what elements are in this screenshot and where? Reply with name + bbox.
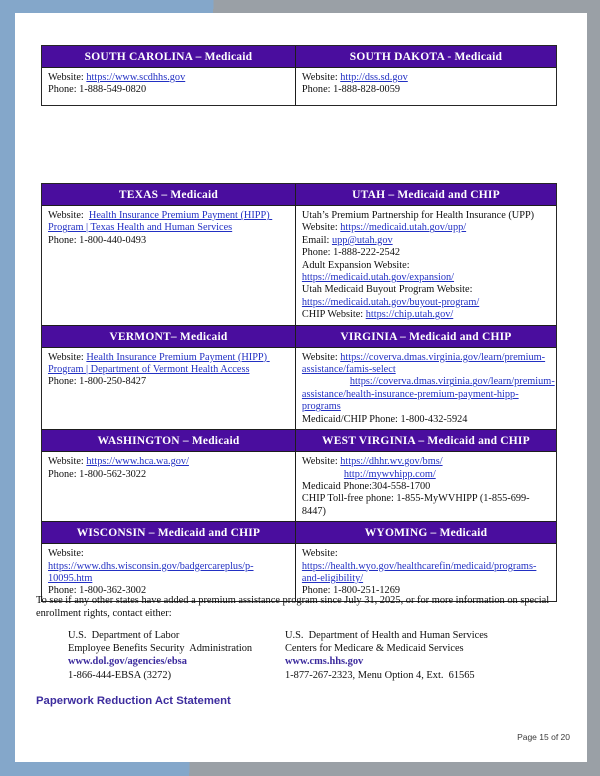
cell-line (302, 352, 555, 377)
text: Website: (301, 222, 341, 234)
state-cell (42, 348, 296, 429)
cell-line (302, 481, 550, 493)
text: Medicaid Phone:304-558-1700 (301, 480, 431, 492)
state-header: WISCONSIN – Medicaid and CHIP (42, 522, 296, 543)
table-header-row (42, 522, 556, 544)
text: Adult Expansion Website: (301, 259, 410, 271)
state-cell (42, 452, 296, 521)
table-body-row (42, 544, 556, 601)
link[interactable]: https://coverva.dmas.virginia.gov/learn/premium-assistance/famis-select (301, 351, 546, 376)
cell-line (302, 210, 550, 222)
link[interactable]: https://www.scdhhs.gov (86, 72, 186, 83)
cell-line (302, 235, 550, 247)
contact-hhs (285, 629, 575, 682)
text: CHIP Toll-free phone: 1-855-MyWVHIPP (1-855-699-8447) (301, 493, 530, 517)
note-paragraph: To see if any other states have added a premium assistance program since July 31, 2025, or for more information on special enrollment rights, contact either: (36, 595, 552, 619)
link[interactable]: https://medicaid.utah.gov/expansion/ (301, 272, 455, 284)
state-header: SOUTH CAROLINA – Medicaid (42, 46, 296, 67)
state-cell (296, 544, 556, 601)
text: Phone: 1-888-828-0059 (301, 84, 401, 96)
cell-line (48, 72, 289, 84)
contact-line: 1-866-444-EBSA (3272) (68, 669, 172, 681)
text: Phone: 1-888-222-2542 (301, 247, 401, 259)
document-page (15, 13, 587, 762)
link[interactable]: https://medicaid.utah.gov/buyout-program/ (301, 296, 480, 308)
state-cell (296, 452, 556, 521)
text: Website: (301, 72, 341, 83)
contact-line: 1-877-267-2323, Menu Option 4, Ext. 61565 (285, 669, 475, 681)
cell-line (302, 297, 550, 309)
link[interactable]: http://dss.sd.gov (340, 72, 408, 83)
link[interactable]: https://chip.utah.gov/ (365, 309, 454, 321)
cell-line (48, 561, 289, 586)
text: Phone: 1-800-562-3022 (48, 468, 147, 480)
contact-line: Centers for Medicare & Medicaid Services (285, 643, 464, 655)
cell-line (302, 260, 550, 272)
page-number: Page 15 of 20 (517, 732, 570, 742)
cell-line (302, 222, 550, 234)
cell-line (48, 469, 289, 481)
link[interactable]: https://medicaid.utah.gov/upp/ (340, 222, 467, 234)
state-header: SOUTH DAKOTA - Medicaid (349, 51, 503, 63)
text: CHIP Website: (301, 309, 366, 321)
table-body-row (42, 452, 556, 522)
cell-line (302, 247, 550, 259)
cell-line (48, 84, 289, 96)
text: Website: (301, 351, 341, 363)
text: Medicaid/CHIP Phone: 1-800-432-5924 (301, 413, 468, 425)
cell-line (48, 376, 289, 388)
cell-line (302, 272, 550, 284)
cell-line (48, 352, 289, 377)
table-header-row (42, 430, 556, 452)
state-table-sc-sd (41, 45, 557, 106)
text: Website: (301, 548, 338, 560)
cell-line (48, 548, 289, 560)
state-header: VERMONT– Medicaid (42, 326, 296, 347)
cell-line (302, 548, 550, 560)
text: Website: (48, 456, 87, 468)
link[interactable]: https://coverva.dmas.virginia.gov/learn/premium-assistance/health-insurance-premium-payment-hipp-programs (301, 376, 555, 413)
table-body-row (42, 348, 556, 430)
state-cell (296, 68, 556, 105)
state-cell (296, 206, 556, 325)
state-table-tx-wy (41, 183, 557, 602)
text: Website: (48, 210, 89, 221)
link[interactable]: https://www.hca.wa.gov/ (86, 456, 189, 468)
cell-line (302, 376, 555, 413)
link[interactable]: upp@utah.gov (331, 234, 393, 246)
text: Website: (48, 72, 87, 83)
state-header: WASHINGTON – Medicaid (42, 430, 296, 451)
contact-line: U.S. Department of Health and Human Services (285, 630, 488, 641)
cell-line (302, 309, 550, 321)
cell-line (302, 561, 550, 586)
text: Phone: 1-800-251-1269 (301, 585, 401, 597)
link[interactable]: Health Insurance Premium Payment (HIPP) Program | Texas Health and Human Services (48, 210, 273, 234)
text: Phone: 1-888-549-0820 (48, 84, 147, 96)
link[interactable]: Health Insurance Premium Payment (HIPP) Program | Department of Vermont Health Access (48, 351, 270, 376)
text: Website: (48, 548, 84, 560)
state-header: WEST VIRGINIA – Medicaid and CHIP (322, 435, 530, 448)
table-header-row (42, 46, 556, 68)
cell-line (302, 456, 550, 468)
contact-dol (68, 629, 283, 682)
paperwork-reduction-act-heading: Paperwork Reduction Act Statement (36, 695, 231, 707)
cell-line (302, 493, 550, 518)
table-body-row (42, 206, 556, 326)
cell-line (302, 84, 550, 96)
contact-line: U.S. Department of Labor (68, 630, 180, 641)
text: Email: (301, 234, 332, 246)
cell-line (48, 235, 289, 247)
dol-website-link[interactable]: www.dol.gov/agencies/ebsa (68, 656, 187, 668)
state-cell (42, 206, 296, 325)
state-cell (42, 544, 296, 601)
state-header: WYOMING – Medicaid (364, 527, 488, 540)
text: Website: (301, 456, 341, 468)
link[interactable]: https://health.wyo.gov/healthcarefin/medicaid/programs-and-eligibility/ (301, 560, 537, 584)
text: Utah’s Premium Partnership for Health Insurance (UPP) (301, 210, 535, 221)
state-header: VIRGINIA – Medicaid and CHIP (340, 330, 512, 343)
cell-line (302, 414, 555, 426)
text: Phone: 1-800-250-8427 (48, 376, 147, 388)
state-cell (42, 68, 296, 105)
cell-line (48, 210, 289, 235)
link[interactable]: https://dhhr.wv.gov/bms/ (340, 456, 443, 468)
state-cell (296, 348, 561, 429)
link[interactable]: http://mywvhipp.com/ (343, 468, 436, 480)
cms-website-link[interactable]: www.cms.hhs.gov (285, 656, 364, 668)
table-body-row (42, 68, 556, 105)
cell-line (302, 72, 550, 84)
table-header-row (42, 326, 556, 348)
cell-line (302, 469, 550, 481)
cell-line (302, 284, 550, 296)
text: Utah Medicaid Buyout Program Website: (301, 284, 473, 296)
contact-line: Employee Benefits Security Administration (68, 643, 253, 655)
link[interactable]: https://www.dhs.wisconsin.gov/badgercareplus/p-10095.htm (48, 560, 254, 584)
text: Phone: 1-800-362-3002 (48, 585, 147, 597)
text: Website: (48, 351, 87, 363)
cell-line (48, 456, 289, 468)
state-header: UTAH – Medicaid and CHIP (352, 189, 500, 201)
state-header: TEXAS – Medicaid (42, 184, 296, 205)
table-header-row (42, 184, 556, 206)
text: Phone: 1-800-440-0493 (48, 234, 147, 246)
